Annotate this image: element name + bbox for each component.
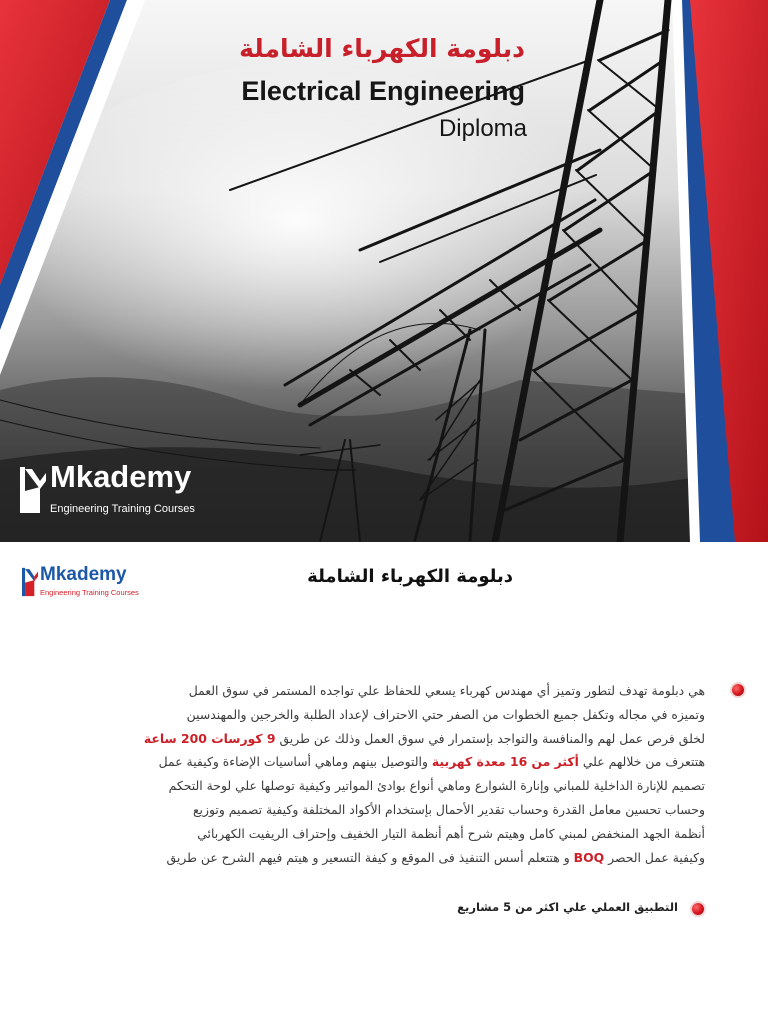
bullet-icon	[692, 903, 704, 915]
highlight-courses-hours: 9 كورسات 200 ساعة	[143, 730, 276, 746]
paragraph-line: لخلق فرص عمل لهم والمنافسة والتواجد بإستمرار في سوق العمل وذلك عن طريق 9 كورسات 200 ساعة	[143, 730, 705, 746]
page-title: دبلومة الكهرباء الشاملة	[307, 566, 513, 587]
cover-logo-wordmark: Mkademy	[50, 459, 192, 494]
highlight-boq: BOQ	[573, 849, 605, 865]
cover-subtitle-english: Diploma	[438, 115, 527, 142]
paragraph-line: هي دبلومة تهدف لتطور وتميز أي مهندس كهرباء يسعي للحفاظ علي تواجده المستمر في سوق العمل	[188, 683, 705, 698]
description-paragraph	[85, 679, 705, 869]
paragraph-line: أنظمة الجهد المنخفض لمبني كامل وهيتم شرح أهم أنظمة التيار الخفيف وإحتراف الريفيت الكهربائي	[197, 825, 705, 841]
cover-title-arabic: دبلومة الكهرباء الشاملة	[239, 34, 525, 63]
page-logo-tagline: Engineering Training Courses	[40, 588, 139, 597]
paragraph-line: وحساب تحسين معامل القدرة وحساب تقدير الأحمال بإستخدام الأكواد المختلفة وكيفية تصميم وتوزيع	[192, 801, 705, 817]
page-logo-wordmark: Mkademy	[40, 564, 127, 585]
cover-logo-tagline: Engineering Training Courses	[50, 503, 195, 515]
bullet-icon	[732, 684, 744, 696]
paragraph-line: وتميزه في مجاله وتكفل جميع الخطوات من الصفر حتي الاحتراف لإعداد الطلبة والخرجين والمهندسين	[186, 706, 705, 722]
paragraph-line: وكيفية عمل الحصر BOQ و هتتعلم أسس التنفيذ فى الموقع و كيفة التسعير و هيتم فيهم الشرح عن طريق	[166, 849, 705, 865]
cover-logo	[20, 459, 220, 521]
page-logo	[22, 566, 152, 606]
paragraph-line: هتتعرف من خلالهم علي أكثر من 16 معدة كهربية والتوصيل بينهم وماهي أساسيات الإضاءة وكيفية عمل	[158, 754, 705, 770]
mkademy-logo-icon	[22, 566, 38, 598]
paragraph-line: تصميم للإنارة الداخلية للمباني وإنارة الشوارع وماهي أنواع بوادئ المواتير وكيفية توصلها علي لوحة التحكم	[168, 778, 705, 794]
practical-projects-item: التطبيق العملي علي اكثر من 5 مشاريع	[457, 900, 678, 914]
highlight-equipment-count: أكثر من 16 معدة كهربية	[431, 754, 579, 770]
cover-title-english: Electrical Engineering	[241, 76, 525, 106]
mkademy-logo-icon	[20, 465, 46, 515]
